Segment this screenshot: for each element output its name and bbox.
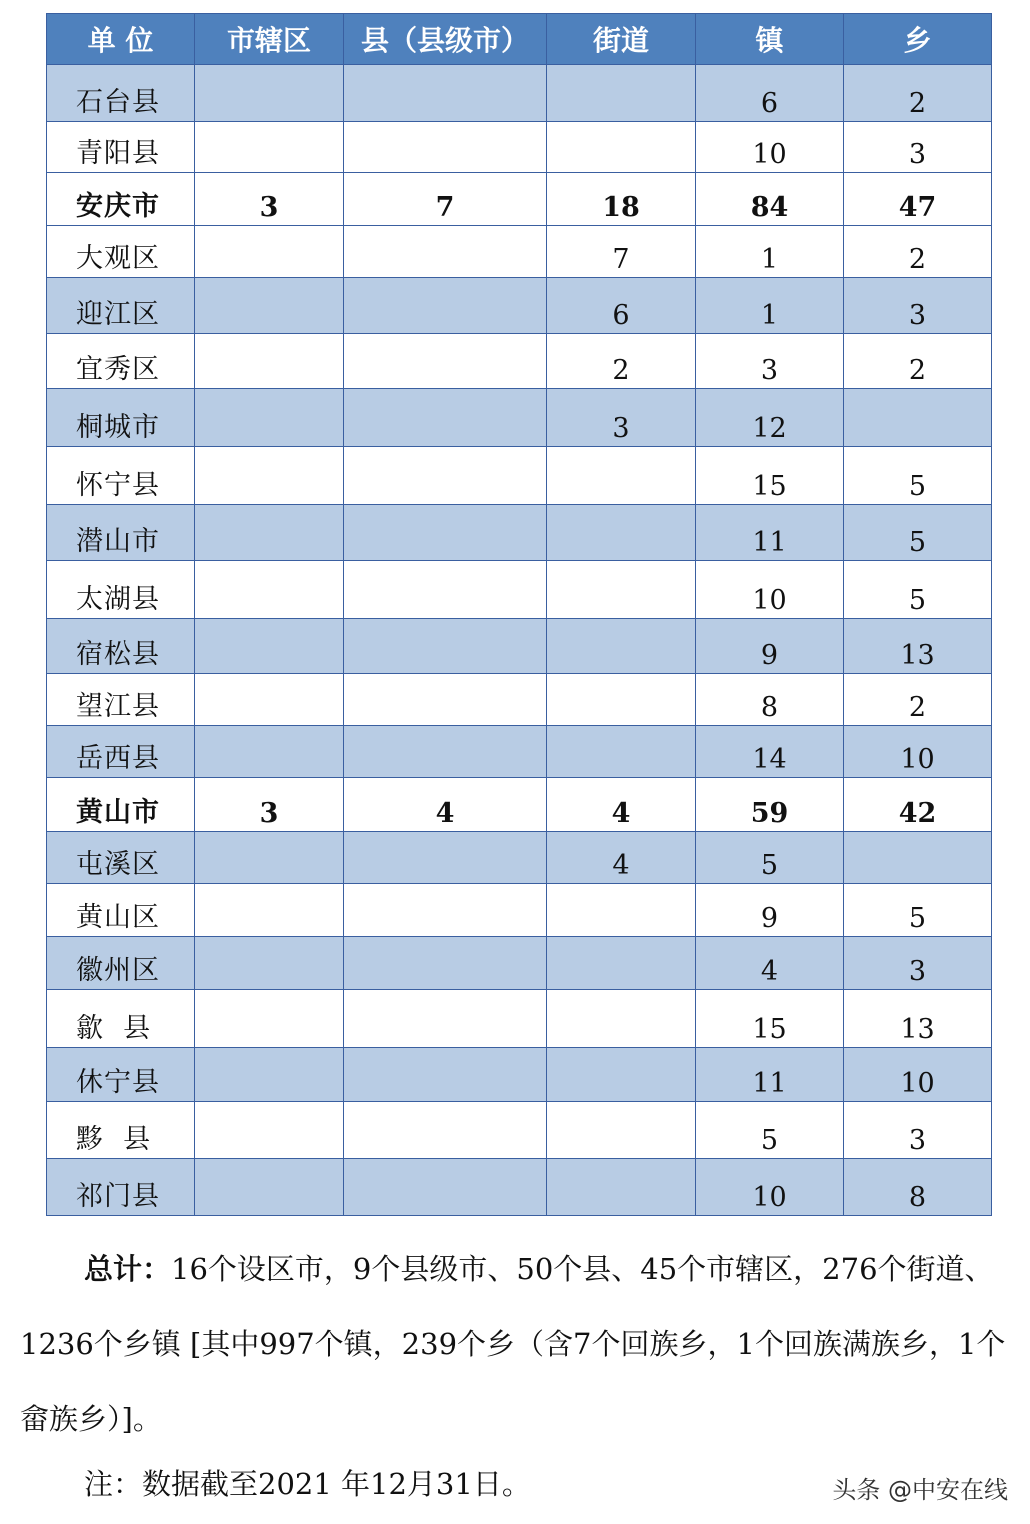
cell-town: 84	[696, 173, 844, 226]
cell-town: 4	[696, 937, 844, 990]
table-row	[47, 937, 992, 990]
division-table	[46, 13, 992, 1216]
cell-district	[195, 937, 344, 990]
cell-township: 3	[844, 937, 992, 990]
row-unit-name: 休宁县	[47, 1048, 195, 1102]
cell-district	[195, 447, 344, 505]
row-unit-name: 祁门县	[47, 1159, 195, 1216]
table-row	[47, 447, 992, 505]
cell-subdistrict	[547, 1048, 696, 1102]
cell-township: 13	[844, 990, 992, 1048]
cell-subdistrict: 4	[547, 832, 696, 884]
cell-district: 3	[195, 173, 344, 226]
cell-subdistrict	[547, 1102, 696, 1159]
table-row	[47, 561, 992, 619]
table-row	[47, 674, 992, 726]
cell-subdistrict: 3	[547, 389, 696, 447]
cell-town: 8	[696, 674, 844, 726]
table-row	[47, 832, 992, 884]
cell-county	[344, 65, 547, 122]
cell-subdistrict	[547, 990, 696, 1048]
cell-county	[344, 122, 547, 173]
cell-subdistrict: 2	[547, 334, 696, 389]
row-unit-name: 歙 县	[47, 990, 195, 1048]
cell-town: 14	[696, 726, 844, 778]
row-unit-name: 徽州区	[47, 937, 195, 990]
row-unit-name: 桐城市	[47, 389, 195, 447]
cell-district	[195, 619, 344, 674]
table-row	[47, 990, 992, 1048]
cell-town: 15	[696, 990, 844, 1048]
cell-district	[195, 505, 344, 561]
cell-subdistrict	[547, 884, 696, 937]
cell-subdistrict: 4	[547, 778, 696, 832]
table-row	[47, 1048, 992, 1102]
cell-subdistrict: 18	[547, 173, 696, 226]
table-row	[47, 1102, 992, 1159]
cell-district	[195, 122, 344, 173]
cell-subdistrict: 7	[547, 226, 696, 278]
cell-county	[344, 619, 547, 674]
cell-district: 3	[195, 778, 344, 832]
row-unit-name: 黄山区	[47, 884, 195, 937]
cell-subdistrict	[547, 726, 696, 778]
cell-county	[344, 505, 547, 561]
table-body	[47, 65, 992, 1216]
cell-district	[195, 334, 344, 389]
row-unit-name: 岳西县	[47, 726, 195, 778]
cell-township: 5	[844, 884, 992, 937]
cell-town: 1	[696, 226, 844, 278]
cell-town: 10	[696, 122, 844, 173]
cell-town: 5	[696, 1102, 844, 1159]
table-row	[47, 505, 992, 561]
header-subdistrict: 街道	[547, 14, 696, 65]
table-row	[47, 334, 992, 389]
cell-town: 9	[696, 884, 844, 937]
cell-subdistrict	[547, 122, 696, 173]
header-district: 市辖区	[195, 14, 344, 65]
row-unit-name: 怀宁县	[47, 447, 195, 505]
summary-paragraph	[20, 1232, 1016, 1457]
cell-county	[344, 937, 547, 990]
row-unit-name: 黄山市	[47, 778, 195, 832]
table-row	[47, 619, 992, 674]
row-unit-name: 安庆市	[47, 173, 195, 226]
cell-county	[344, 334, 547, 389]
note-text: 注：数据截至2021 年12月31日。	[84, 1467, 531, 1501]
cell-township: 8	[844, 1159, 992, 1216]
header-town: 镇	[696, 14, 844, 65]
cell-county: 4	[344, 778, 547, 832]
cell-district	[195, 561, 344, 619]
cell-township: 2	[844, 65, 992, 122]
row-unit-name: 青阳县	[47, 122, 195, 173]
table-row	[47, 122, 992, 173]
row-unit-name: 石台县	[47, 65, 195, 122]
cell-county	[344, 389, 547, 447]
cell-town: 10	[696, 561, 844, 619]
cell-township: 47	[844, 173, 992, 226]
table-row	[47, 278, 992, 334]
summary-label: 总计：	[84, 1252, 172, 1286]
table-row	[47, 226, 992, 278]
cell-town: 1	[696, 278, 844, 334]
cell-township: 13	[844, 619, 992, 674]
row-unit-name: 迎江区	[47, 278, 195, 334]
cell-township: 5	[844, 447, 992, 505]
cell-town: 5	[696, 832, 844, 884]
watermark: 头条 @中安在线	[832, 1476, 1008, 1504]
cell-county	[344, 674, 547, 726]
cell-county	[344, 1159, 547, 1216]
cell-town: 6	[696, 65, 844, 122]
table-row	[47, 65, 992, 122]
cell-township: 3	[844, 122, 992, 173]
cell-district	[195, 226, 344, 278]
table-row	[47, 778, 992, 832]
cell-district	[195, 278, 344, 334]
cell-county	[344, 1102, 547, 1159]
cell-subdistrict: 6	[547, 278, 696, 334]
table-row	[47, 1159, 992, 1216]
cell-township: 2	[844, 674, 992, 726]
cell-district	[195, 726, 344, 778]
cell-county	[344, 726, 547, 778]
row-unit-name: 大观区	[47, 226, 195, 278]
header-township: 乡	[844, 14, 992, 65]
cell-county	[344, 447, 547, 505]
cell-county	[344, 832, 547, 884]
row-unit-name: 太湖县	[47, 561, 195, 619]
cell-town: 12	[696, 389, 844, 447]
cell-township: 2	[844, 226, 992, 278]
cell-subdistrict	[547, 505, 696, 561]
cell-township: 2	[844, 334, 992, 389]
cell-township: 3	[844, 278, 992, 334]
row-unit-name: 望江县	[47, 674, 195, 726]
cell-town: 3	[696, 334, 844, 389]
cell-district	[195, 65, 344, 122]
cell-district	[195, 832, 344, 884]
cell-district	[195, 1048, 344, 1102]
cell-township: 42	[844, 778, 992, 832]
cell-town: 10	[696, 1159, 844, 1216]
row-unit-name: 宿松县	[47, 619, 195, 674]
header-county: 县（县级市）	[344, 14, 547, 65]
header-unit: 单 位	[47, 14, 195, 65]
cell-town: 15	[696, 447, 844, 505]
row-unit-name: 屯溪区	[47, 832, 195, 884]
cell-township	[844, 389, 992, 447]
cell-county	[344, 278, 547, 334]
cell-district	[195, 674, 344, 726]
table-row	[47, 726, 992, 778]
cell-county	[344, 561, 547, 619]
cell-town: 9	[696, 619, 844, 674]
cell-subdistrict	[547, 65, 696, 122]
cell-district	[195, 884, 344, 937]
cell-town: 11	[696, 1048, 844, 1102]
cell-town: 59	[696, 778, 844, 832]
cell-district	[195, 389, 344, 447]
cell-township: 10	[844, 1048, 992, 1102]
table-row	[47, 884, 992, 937]
cell-district	[195, 1102, 344, 1159]
cell-town: 11	[696, 505, 844, 561]
cell-county	[344, 226, 547, 278]
cell-district	[195, 990, 344, 1048]
cell-subdistrict	[547, 937, 696, 990]
cell-township	[844, 832, 992, 884]
cell-subdistrict	[547, 674, 696, 726]
cell-subdistrict	[547, 1159, 696, 1216]
summary-text: 16个设区市，9个县级市、50个县、45个市辖区，276个街道、1236个乡镇 [其中997个镇，239个乡（含7个回族乡，1个回族满族乡，1个畲族乡）]。	[20, 1252, 1006, 1436]
cell-county	[344, 990, 547, 1048]
table-row	[47, 173, 992, 226]
cell-county	[344, 1048, 547, 1102]
cell-township: 5	[844, 505, 992, 561]
row-unit-name: 黟 县	[47, 1102, 195, 1159]
cell-county	[344, 884, 547, 937]
cell-township: 10	[844, 726, 992, 778]
cell-subdistrict	[547, 447, 696, 505]
cell-township: 3	[844, 1102, 992, 1159]
table-header-row	[47, 14, 992, 65]
table-row	[47, 389, 992, 447]
row-unit-name: 宜秀区	[47, 334, 195, 389]
cell-district	[195, 1159, 344, 1216]
cell-subdistrict	[547, 561, 696, 619]
cell-county: 7	[344, 173, 547, 226]
row-unit-name: 潜山市	[47, 505, 195, 561]
cell-subdistrict	[547, 619, 696, 674]
cell-township: 5	[844, 561, 992, 619]
